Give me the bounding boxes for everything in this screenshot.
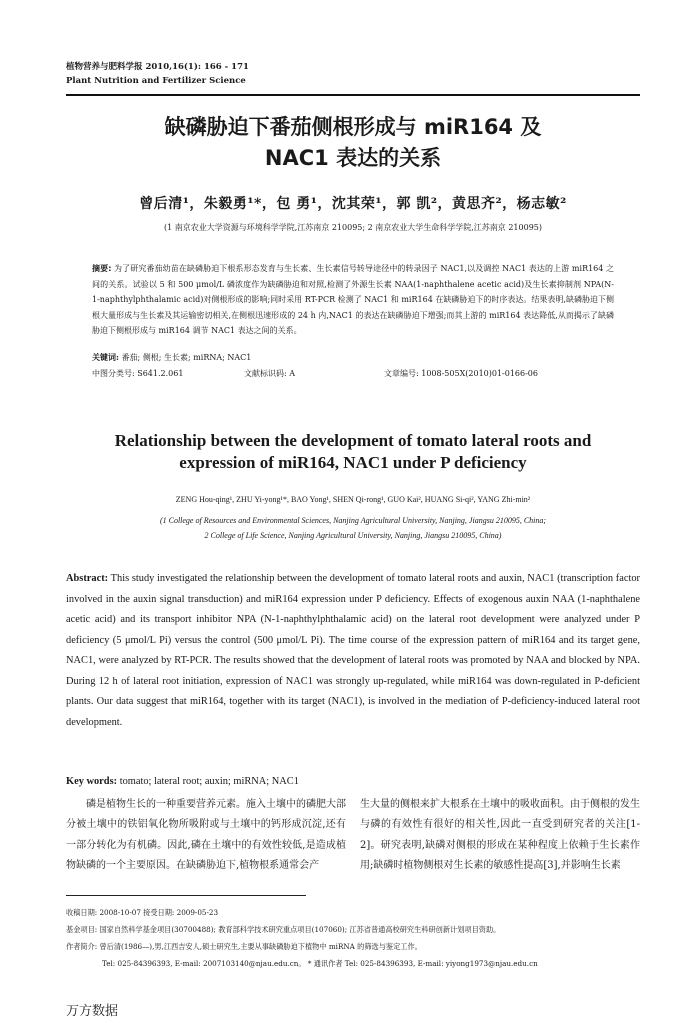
title-cn-line1: 缺磷胁迫下番茄侧根形成与 miR164 及 [164,115,542,139]
abstract-en [66,569,640,733]
title-en [66,430,640,474]
footnote-funding: 基金项目: 国家自然科学基金项目(30700488); 教育部科学技术研究重点项目(107060); 江苏省普通高校研究生科研创新计划项目资助。 [66,925,501,934]
abstract-en-label: Abstract: [66,573,109,584]
title-en-line2: expression of miR164, NAC1 under P deficiency [179,453,527,472]
keywords-en [66,776,299,787]
document-code: 文献标识码: A [244,369,296,378]
abstract-cn-label: 摘要: [92,264,112,273]
affiliation-en [66,513,640,543]
footnotes [66,904,640,972]
body-column-right: 生大量的侧根来扩大根系在土壤中的吸收面积。由于侧根的发生与磷的有效性有很好的相关性,因此一直受到研究者的关注[1-2]。研究表明,缺磷对侧根的形成在某种程度上依赖于生长素作用;缺磷时植物侧根对生长素的敏感性提高[3],并影响生长素 [360,799,640,871]
footnote-contact: Tel: 025-84396393, E-mail: 2007103140@njau.edu.cn。 * 通讯作者 Tel: 025-84396393, E-mail: yiyong1973@njau.edu.cn [102,959,538,968]
abstract-en-text: This study investigated the relationship between the development of tomato lateral roots and auxin, NAC1 (transcription factor involved in the auxin signal transduction) and miR164 expression under P deficiency. Effects of exogenous auxin NAA (1-naphthalene acetic acid) and its transport inhibitor NPA (N-1-naphthylphthalamic acid) on the lateral root development were analyzed under P deficiency (5 μmol/L Pi) versus the control (500 μmol/L Pi). The time course of the expression pattern of miR164 and its target gene, NAC1, were analyzed by RT-PCR. The results showed that the development of lateral roots was promoted by NAA and blocked by NPA. During 12 h of lateral root initiation, expression of NAC1 was strongly up-regulated, while miR164 was down-regulated in P-deficient plants. Our data suggest that miR164, together with its target (NAC1), is involved in the mediation of P-deficiency-induced lateral root development. [66,573,640,728]
title-en-line1: Relationship between the development of tomato lateral roots and [114,431,592,450]
affiliation-cn: (1 南京农业大学资源与环境科学学院,江苏南京 210095; 2 南京农业大学生命科学学院,江苏南京 210095) [164,223,542,232]
footnote-rule [66,895,306,896]
footnote-received: 收稿日期: 2008-10-07 接受日期: 2009-05-23 [66,908,219,917]
keywords-en-label: Key words: [66,776,118,787]
footnote-bio: 作者简介: 曾后清(1986—),男,江西吉安人,硕士研究生,主要从事缺磷胁迫下植物中 miRNA 的筛选与鉴定工作。 [66,942,422,951]
header-rule [66,94,640,96]
article-number: 文章编号: 1008-505X(2010)01-0166-06 [384,369,538,378]
keywords-cn [92,352,251,363]
watermark: 万方数据 [66,1004,119,1019]
keywords-cn-label: 关键词: [92,352,119,362]
journal-cn: 植物营养与肥料学报 2010,16(1): 166 - 171 [66,62,249,72]
keywords-en-text: tomato; lateral root; auxin; miRNA; NAC1 [119,776,299,787]
keywords-cn-text: 番茄; 侧根; 生长素; miRNA; NAC1 [121,353,252,362]
affiliation-en-line1: (1 College of Resources and Environmental Sciences, Nanjing Agricultural University, Nanjing, Jiangsu 210095, China; [159,516,547,525]
running-head [66,60,249,88]
title-cn [66,112,640,174]
title-cn-line2: NAC1 表达的关系 [264,146,442,170]
affiliation-en-line2: 2 College of Life Science, Nanjing Agricultural University, Nanjing, Jiangsu 210095, China) [204,531,502,540]
abstract-cn [92,261,614,339]
abstract-cn-text: 为了研究番茄幼苗在缺磷胁迫下根系形态发育与生长素、生长素信号转导途径中的转录因子 NAC1,以及调控 NAC1 表达的上游 miR164 之间的关系。试验以 5 和 500 μmol/L 磷浓度作为缺磷胁迫和对照,检测了外源生长素 NAA(1-naphthalene acetic acid)及生长素抑制剂 NPA(N-1-naphthylphthalamic acid)对侧根形成的影响;同时采用 RT-PCR 检测了 NAC1 和 miR164 在缺磷胁迫下的时序表达。结果表明,缺磷胁迫下侧根大量形成与生长素及其运输密切相关,在侧根迅速形成的 24 h 内,NAC1 的表达在缺磷胁迫下增强;而其上游的 miR164 表达降低,从而揭示了缺磷胁迫下侧根形成与 miR164 调节 NAC1 表达之间的关系。 [92,264,615,336]
clc-number: 中图分类号: S641.2.061 [92,369,184,378]
authors-en: ZENG Hou-qing¹, ZHU Yi-yong¹*, BAO Yong¹, SHEN Qi-rong¹, GUO Kai², HUANG Si-qi², YANG Zhi-min² [175,495,531,504]
authors-cn: 曾后清¹，朱毅勇¹*，包 勇¹，沈其荣¹，郭 凯²，黄思齐²，杨志敏² [139,196,567,212]
journal-en: Plant Nutrition and Fertilizer Science [66,76,246,86]
body-column-left: 磷是植物生长的一种重要营养元素。施入土壤中的磷肥大部分被土壤中的铁铝氧化物所吸附或与土壤中的钙形成沉淀,还有一部分转化为有机磷。因此,磷在土壤中的有效性较低,是造成植物缺磷的一个主要原因。在缺磷胁迫下,植物根系通常会产 [66,799,346,871]
